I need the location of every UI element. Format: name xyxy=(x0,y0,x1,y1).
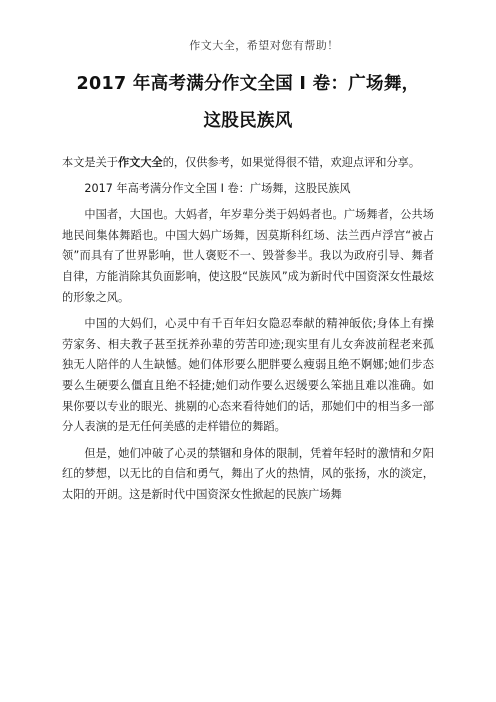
body-paragraph-3: 但是，她们冲破了心灵的禁锢和身体的限制，凭着年轻时的激情和夕阳红的梦想，以无比的自信和勇气，舞出了火的热情，风的张扬，水的淡定，太阳的开朗。这是新时代中国资深女性掀起的民族广场舞 xyxy=(62,446,434,501)
document-title-line-1: 2017 年高考满分作文全国 I 卷：广场舞， xyxy=(76,74,420,94)
intro-keyword: 作文大全 xyxy=(117,156,163,169)
intro-paragraph xyxy=(62,153,434,174)
header-note: 作文大全，希望对您有帮助！ xyxy=(189,39,339,52)
body-paragraph-2: 中国的大妈们，心灵中有千百年妇女隐忍奉献的精神皈依;身体上有操劳家务、相夫教子甚至抚养孙辈的劳苦印迹;现实里有儿女奔波前程老来孤独无人陪伴的人生缺憾。她们体形要么肥胖要么瘦弱且绝不婀娜;她们步态要么生硬要么僵直且绝不轻捷;她们动作要么迟缓要么笨拙且难以准确。如果你要以专业的眼光、挑剔的心态来看待她们的话，那她们中的相当多一部分人表演的是无任何美感的走样错位的舞蹈。 xyxy=(62,317,434,434)
body-paragraph-1: 中国者，大国也。大妈者，年岁辈分类于妈妈者也。广场舞者，公共场地民间集体舞蹈也。中国大妈广场舞，因莫斯科红场、法兰西卢浮宫“被占领”而具有了世界影响，世人褒贬不一、毁誉参半。我以为政府引导、舞者自律，方能消除其负面影响，使这股“民族风”成为新时代中国资深女性最炫的形象之风。 xyxy=(62,208,434,304)
article-subtitle: 2017 年高考满分作文全国 I 卷：广场舞，这股民族风 xyxy=(84,181,351,195)
intro-text-after: 的，仅供参考，如果觉得很不错，欢迎点评和分享。 xyxy=(162,156,421,169)
intro-text-before: 本文是关于 xyxy=(62,156,118,169)
document-title-line-2: 这股民族风 xyxy=(203,111,293,131)
document-body xyxy=(62,153,434,506)
